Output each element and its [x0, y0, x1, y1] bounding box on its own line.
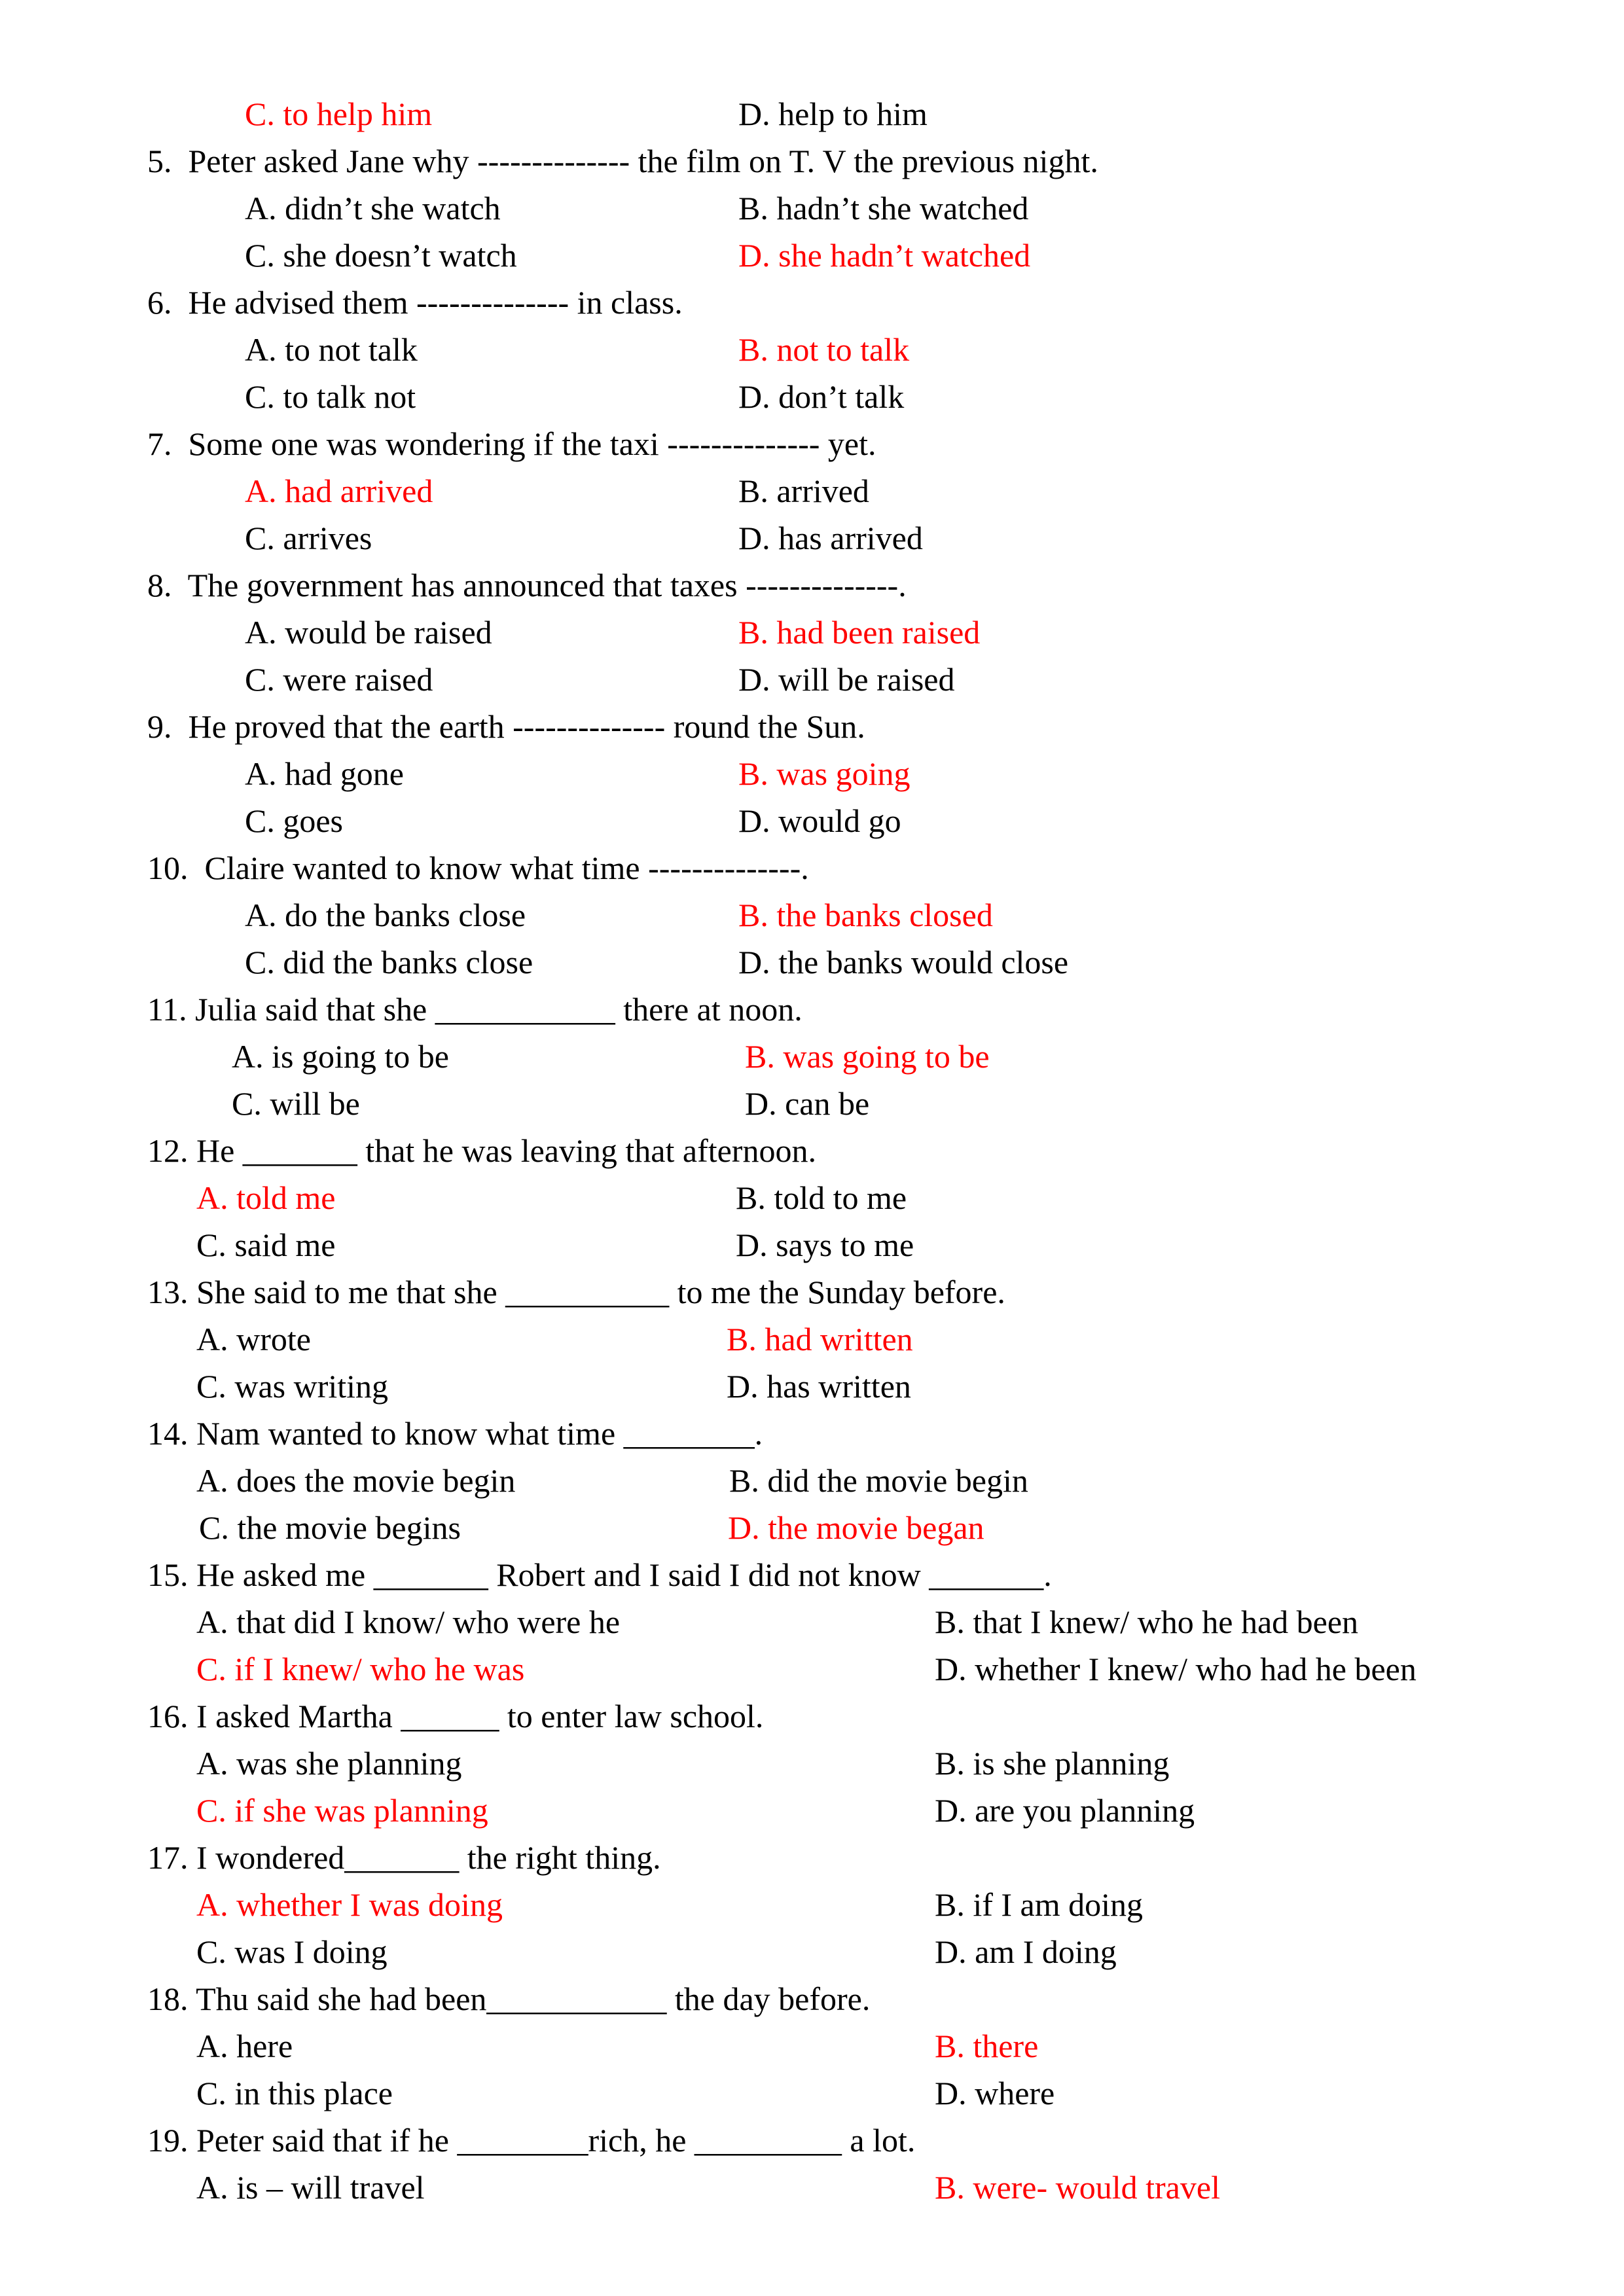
option-c: C. to help him	[245, 96, 433, 132]
option-c: C. if she was planning	[196, 1792, 488, 1829]
option-c: C. she doesn’t watch	[245, 237, 517, 274]
option-c: C. if I knew/ who he was	[196, 1651, 525, 1687]
question-stem: 19. Peter said that if he ________rich, he _________ a lot.	[147, 2122, 916, 2159]
question-stem: 11. Julia said that she ___________ there at noon.	[147, 991, 803, 1028]
question-stem: 9. He proved that the earth -------------- round the Sun.	[147, 708, 865, 745]
option-a: A. here	[196, 2028, 293, 2064]
option-c: C. said me	[196, 1227, 336, 1263]
question-stem: 14. Nam wanted to know what time ________.	[147, 1415, 763, 1452]
option-c: C. will be	[232, 1085, 360, 1122]
option-d: D. where	[935, 2075, 1055, 2111]
question-stem: 17. I wondered_______ the right thing.	[147, 1839, 661, 1876]
option-c: C. did the banks close	[245, 944, 533, 980]
option-a: A. is – will travel	[196, 2169, 425, 2206]
option-a: A. does the movie begin	[196, 1462, 516, 1499]
option-b: B. had written	[727, 1321, 913, 1357]
option-c: C. arrives	[245, 520, 372, 556]
option-b: B. is she planning	[935, 1745, 1170, 1782]
option-b: B. were- would travel	[935, 2169, 1220, 2206]
option-d: D. don’t talk	[738, 378, 905, 415]
question-stem: 15. He asked me _______ Robert and I said I did not know _______.	[147, 1556, 1052, 1593]
option-b: B. if I am doing	[935, 1886, 1144, 1923]
option-d: D. has written	[727, 1368, 911, 1405]
option-d: D. are you planning	[935, 1792, 1195, 1829]
option-c: C. to talk not	[245, 378, 416, 415]
option-b: B. told to me	[736, 1179, 907, 1216]
option-b: B. was going to be	[745, 1038, 990, 1075]
option-b: B. the banks closed	[738, 897, 993, 933]
option-d: D. will be raised	[738, 661, 955, 698]
option-d: D. the movie began	[728, 1509, 984, 1546]
option-b: B. arrived	[738, 473, 869, 509]
option-b: B. hadn’t she watched	[738, 190, 1029, 226]
option-a: A. would be raised	[245, 614, 492, 651]
option-c: C. was I doing	[196, 1933, 388, 1970]
option-c: C. in this place	[196, 2075, 393, 2111]
question-stem: 13. She said to me that she __________ to me the Sunday before.	[147, 1274, 1005, 1310]
option-a: A. had gone	[245, 755, 404, 792]
option-a: A. is going to be	[232, 1038, 449, 1075]
option-d: D. whether I knew/ who had he been	[935, 1651, 1416, 1687]
question-stem: 10. Claire wanted to know what time --------------.	[147, 850, 809, 886]
option-d: D. the banks would close	[738, 944, 1069, 980]
option-c: C. goes	[245, 802, 343, 839]
option-a: A. was she planning	[196, 1745, 462, 1782]
option-d: D. can be	[745, 1085, 870, 1122]
question-stem: 18. Thu said she had been___________ the day before.	[147, 1981, 871, 2017]
option-a: A. do the banks close	[245, 897, 526, 933]
option-b: B. there	[935, 2028, 1039, 2064]
option-b: B. not to talk	[738, 331, 910, 368]
option-c: C. were raised	[245, 661, 433, 698]
option-b: B. was going	[738, 755, 911, 792]
question-stem: 7. Some one was wondering if the taxi -------------- yet.	[147, 425, 876, 462]
option-c: C. was writing	[196, 1368, 389, 1405]
option-a: A. to not talk	[245, 331, 418, 368]
option-a: A. whether I was doing	[196, 1886, 503, 1923]
option-d: D. am I doing	[935, 1933, 1117, 1970]
option-a: A. had arrived	[245, 473, 433, 509]
option-d: D. help to him	[738, 96, 928, 132]
question-stem: 8. The government has announced that taxes --------------.	[147, 567, 907, 603]
question-stem: 12. He _______ that he was leaving that afternoon.	[147, 1132, 816, 1169]
question-stem: 16. I asked Martha ______ to enter law school.	[147, 1698, 764, 1734]
option-b: B. did the movie begin	[729, 1462, 1028, 1499]
option-b: B. had been raised	[738, 614, 981, 651]
option-a: A. told me	[196, 1179, 336, 1216]
option-a: A. that did I know/ who were he	[196, 1604, 621, 1640]
option-d: D. she hadn’t watched	[738, 237, 1031, 274]
option-a: A. wrote	[196, 1321, 311, 1357]
option-b: B. that I knew/ who he had been	[935, 1604, 1359, 1640]
question-stem: 5. Peter asked Jane why -------------- the film on T. V the previous night.	[147, 143, 1098, 179]
option-a: A. didn’t she watch	[245, 190, 501, 226]
question-stem: 6. He advised them -------------- in class.	[147, 284, 683, 321]
option-d: D. says to me	[736, 1227, 914, 1263]
option-d: D. would go	[738, 802, 901, 839]
option-c: C. the movie begins	[199, 1509, 461, 1546]
option-d: D. has arrived	[738, 520, 923, 556]
